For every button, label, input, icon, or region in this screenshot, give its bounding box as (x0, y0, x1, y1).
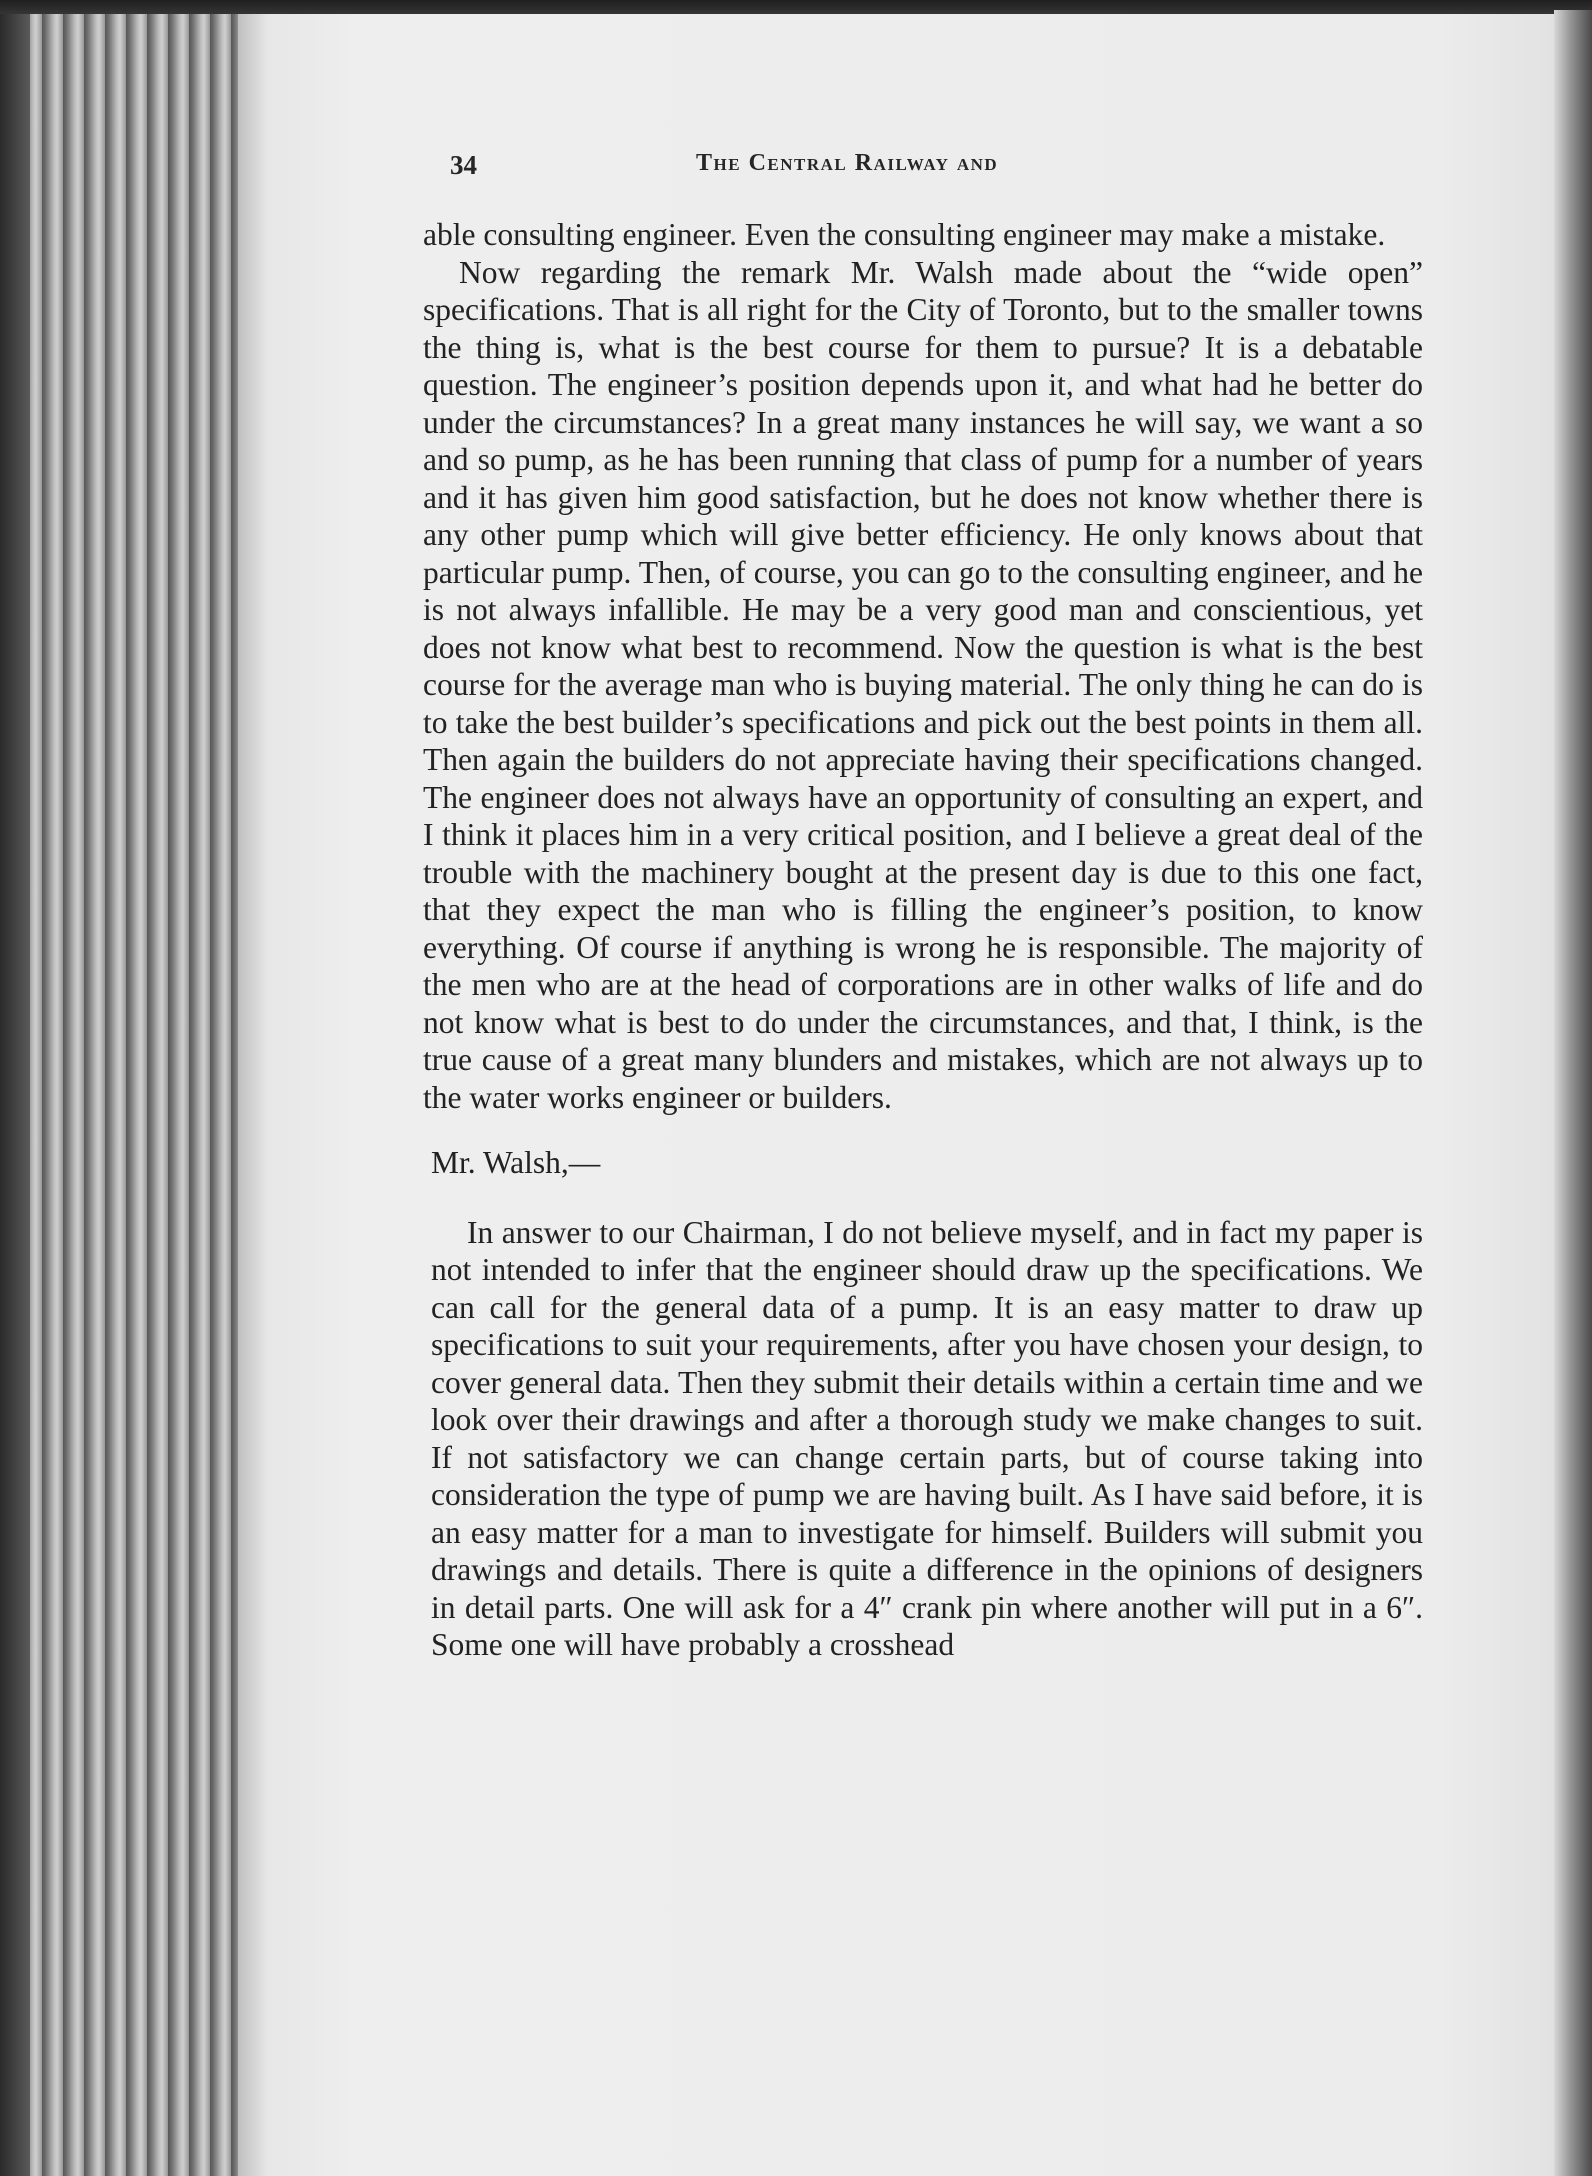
running-title: The Central Railway and (696, 150, 999, 176)
speaker-label: Mr. Walsh,— (431, 1145, 601, 1180)
stacked-page-edges (0, 14, 260, 2176)
page-number: 34 (450, 150, 477, 180)
binding-shadow (0, 14, 30, 2176)
paragraph-continued: able consulting engineer. Even the consulting engineer may make a mistake. (423, 217, 1386, 252)
paragraph: In answer to our Chairman, I do not believe myself, and in fact my paper is not intended to infer that the engineer should draw up the specifications. We can call for the general data of a pump. It is an easy matter to draw up specifications to suit your requirements, after you have chosen your design, to cover general data. Then they submit their details within a certain time and we look over their drawings and after a thorough study we make changes to suit. If not satisfactory we can change certain parts, but of course taking into consideration the type of pump we are having built. As I have said before, it is an easy matter for a man to investigate for himself. Builders will submit you drawings and details. There is quite a difference in the opinions of designers in detail parts. One will ask for a 4″ crank pin where another will put in a 6″. Some one will have probably a crosshead (431, 1214, 1423, 1662)
paragraph: Now regarding the remark Mr. Walsh made about the “wide open” specifications. That is all right for the City of Toronto, but to the smaller towns the thing is, what is the best course for them to pursue? It is a debatable question. The engineer’s position depends upon it, and what had he better do under the circumstances? In a great many instances he will say, we want a so and so pump, as he has been running that class of pump for a number of years and it has given him good satisfaction, but he does not know whether there is any other pump which will give better efficiency. He only knows about that particular pump. Then, of course, you can go to the consulting engineer, and he is not always infallible. He may be a very good man and conscientious, yet does not know what best to recommend. Now the question is what is the best course for the average man who is buying material. The only thing he can do is to take the best builder’s specifications and pick out the best points in them all. Then again the builders do not appreciate having their specifications changed. The engineer does not always have an opportunity of consulting an expert, and I think it places him in a very critical position, and I believe a great deal of the trouble with the machinery bought at the present day is due to this one fact, that they expect the man who is filling the engineer’s position, to know everything. Of course if anything is wrong he is responsible. The majority of the men who are at the head of corporations are in other walks of life and do not know what is best to do under the circumstances, and that, I think, is the true cause of a great many blunders and mistakes, which are not always up to the water works engineer or builders. (423, 254, 1423, 1115)
page-header (450, 150, 1450, 190)
body-text (423, 216, 1423, 1664)
page-right-edge (1554, 10, 1592, 2176)
